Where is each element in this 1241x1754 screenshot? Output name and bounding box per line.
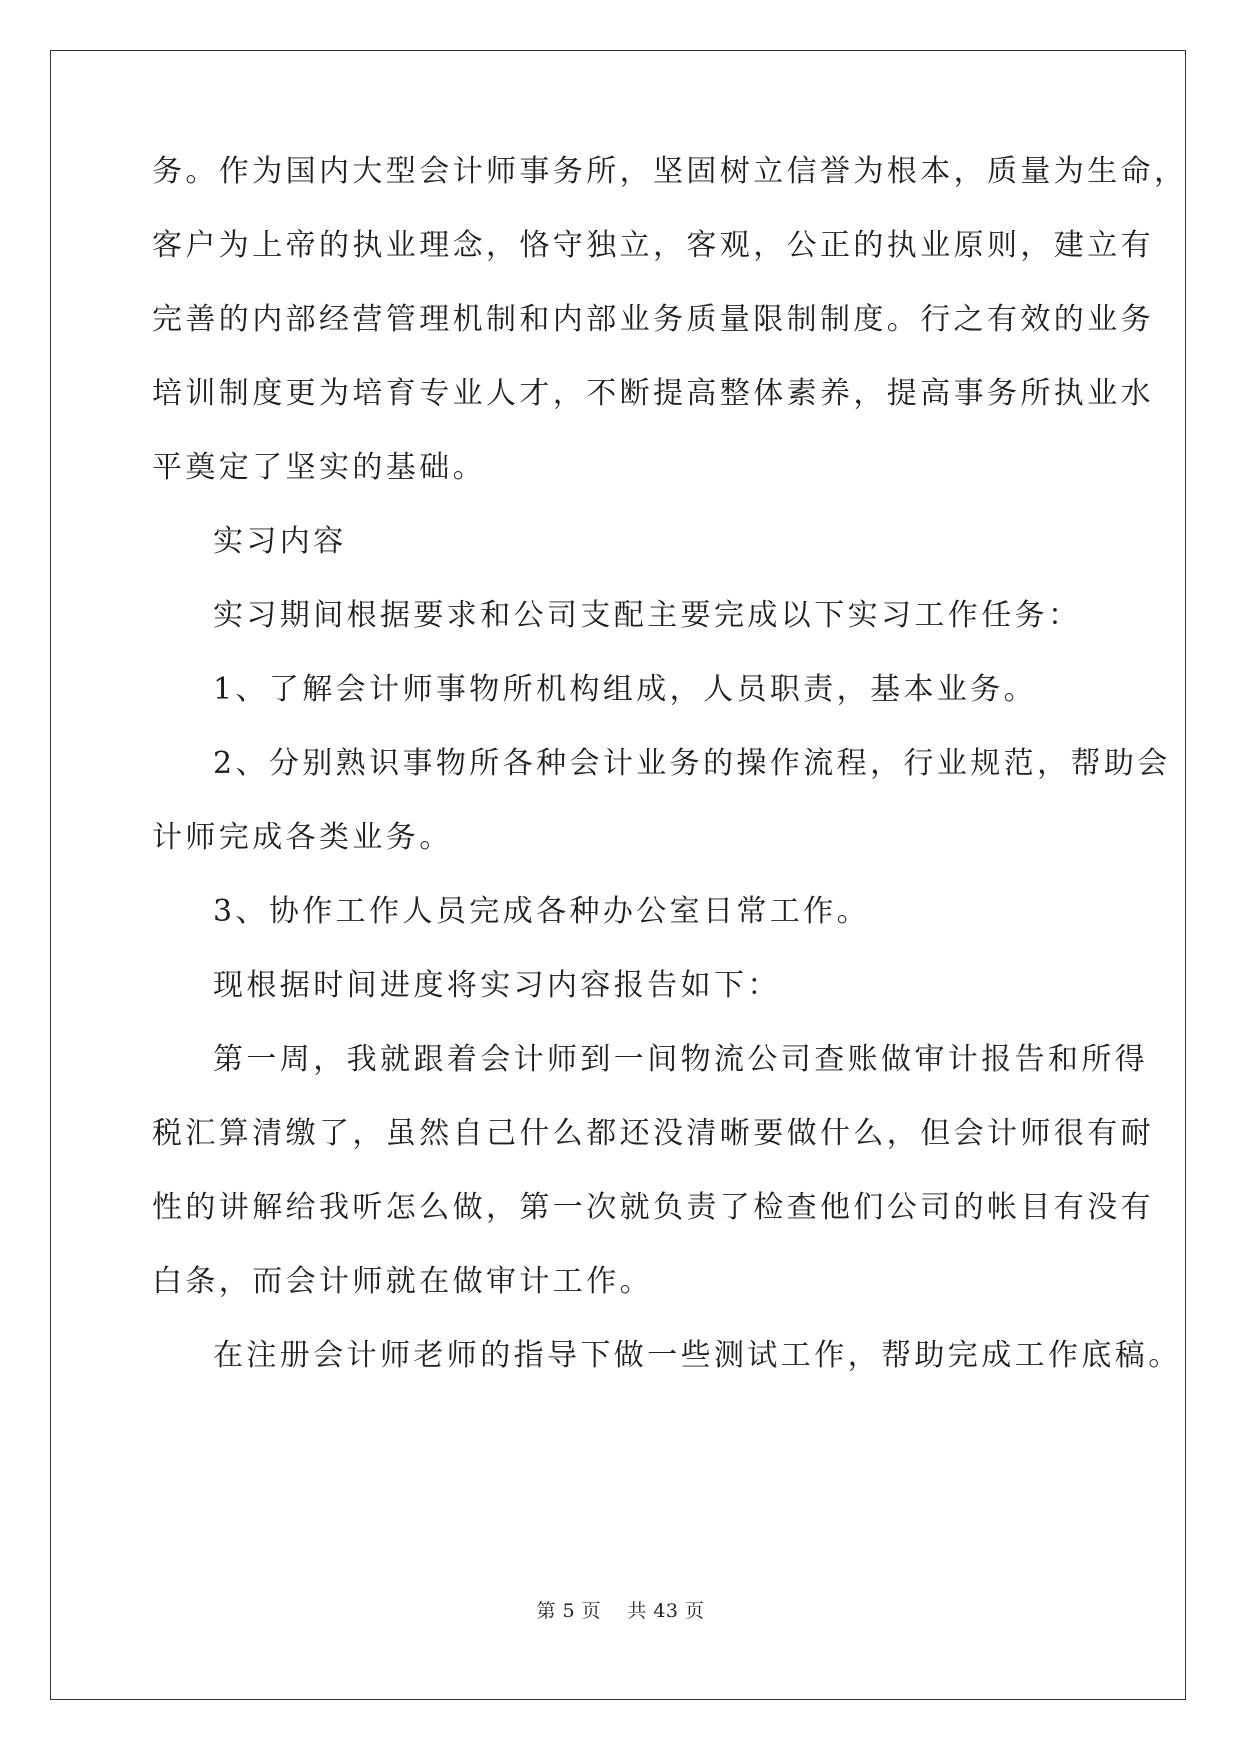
section-heading: 实习内容 <box>213 524 347 559</box>
page-footer <box>0 1596 1241 1623</box>
paragraph-line: 实习期间根据要求和公司支配主要完成以下实习工作任务： <box>213 598 1082 633</box>
paragraph-line: 培训制度更为培育专业人才，不断提高整体素养，提高事务所执业水 <box>152 376 1154 411</box>
paragraph-line: 性的讲解给我听怎么做，第一次就负责了检查他们公司的帐目有没有 <box>152 1190 1154 1225</box>
paragraph-line: 白条，而会计师就在做审计工作。 <box>152 1264 653 1299</box>
paragraph-line: 税汇算清缴了，虽然自己什么都还没清晰要做什么，但会计师很有耐 <box>152 1116 1154 1151</box>
paragraph-line: 客户为上帝的执业理念，恪守独立，客观，公正的执业原则，建立有 <box>152 228 1154 263</box>
paragraph-line: 现根据时间进度将实习内容报告如下： <box>213 968 781 1003</box>
paragraph-line: 务。作为国内大型会计师事务所，坚固树立信誉为根本，质量为生命， <box>152 154 1188 189</box>
list-item: 3、协作工作人员完成各种办公室日常工作。 <box>213 894 871 929</box>
list-item: 1、了解会计师事物所机构组成，人员职责，基本业务。 <box>213 672 1038 707</box>
list-item: 2、分别熟识事物所各种会计业务的操作流程，行业规范，帮助会 <box>213 746 1171 781</box>
paragraph-line: 计师完成各类业务。 <box>152 820 453 855</box>
paragraph-line: 在注册会计师老师的指导下做一些测试工作，帮助完成工作底稿。 <box>213 1338 1182 1373</box>
paragraph-line: 完善的内部经营管理机制和内部业务质量限制制度。行之有效的业务 <box>152 302 1154 337</box>
page-border <box>50 50 1186 1700</box>
page-number: 第 5 页 <box>536 1600 602 1622</box>
page-total: 共 43 页 <box>627 1600 705 1622</box>
paragraph-line: 平奠定了坚实的基础。 <box>152 450 486 485</box>
paragraph-line: 第一周，我就跟着会计师到一间物流公司查账做审计报告和所得 <box>213 1042 1149 1077</box>
